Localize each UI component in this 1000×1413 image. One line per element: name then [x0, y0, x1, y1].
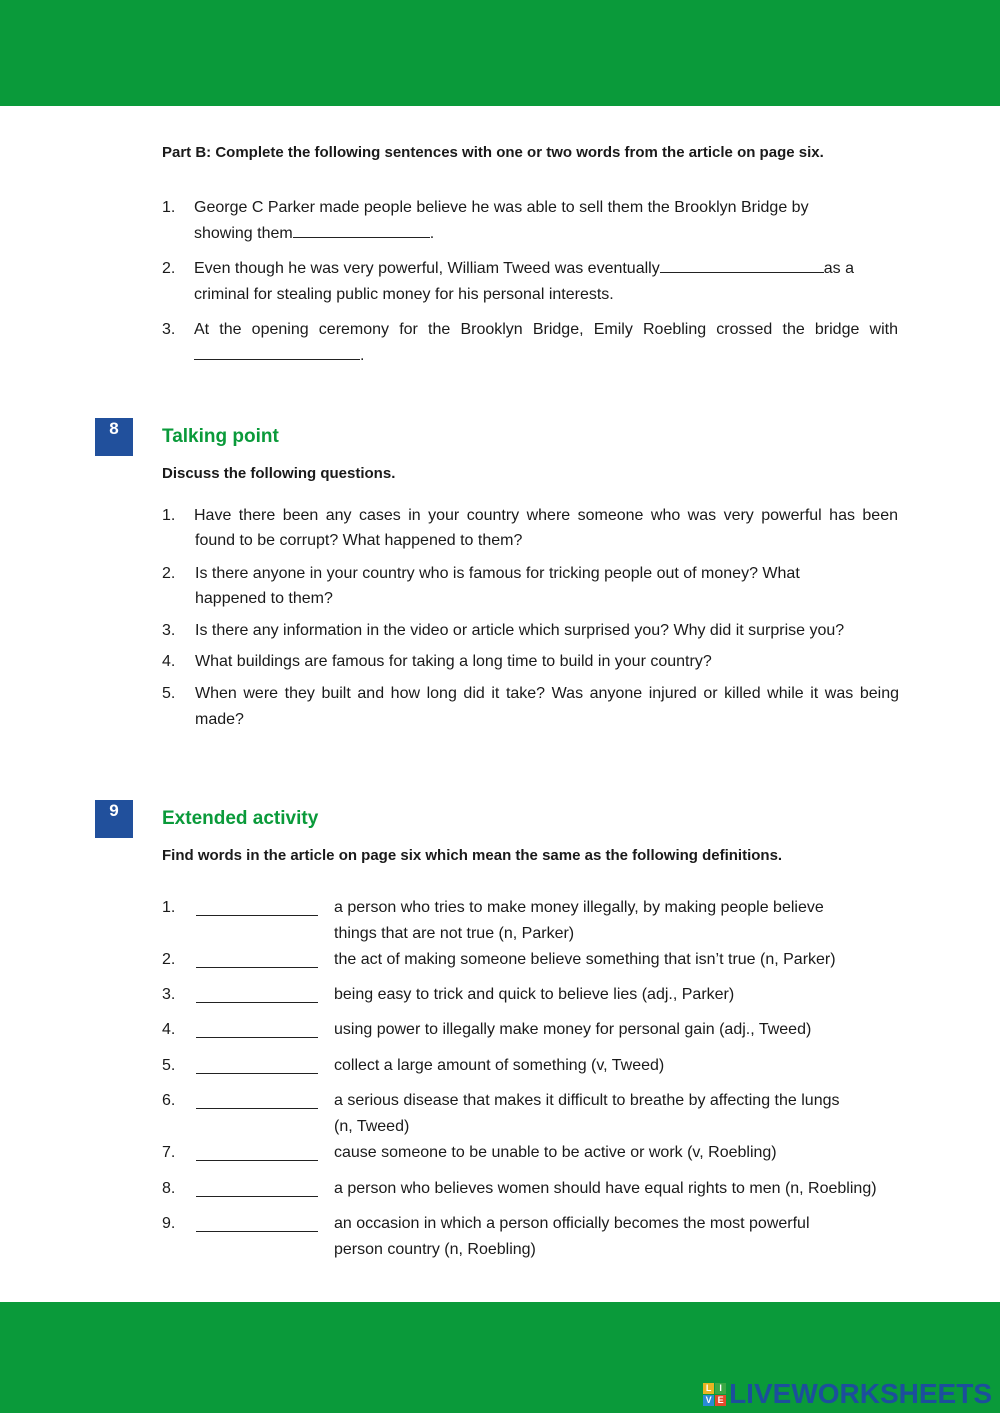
liveworksheets-logo[interactable]: [703, 1378, 992, 1410]
answer-blank[interactable]: [293, 223, 430, 238]
answer-blank[interactable]: [196, 1001, 318, 1003]
answer-blank[interactable]: [196, 1072, 318, 1074]
section-title: Talking point: [162, 426, 279, 447]
answer-blank[interactable]: [196, 1159, 318, 1161]
answer-blank[interactable]: [196, 1107, 318, 1109]
answer-blank[interactable]: [196, 966, 318, 968]
answer-blank[interactable]: [196, 1036, 318, 1038]
section-instruction: Find words in the article on page six which mean the same as the following definitions.: [162, 847, 783, 864]
section-instruction: Discuss the following questions.: [162, 465, 396, 482]
item-line-2: .: [194, 343, 898, 368]
logo-letter: L: [703, 1383, 714, 1394]
item-number: 3.: [162, 321, 176, 338]
item-line-1: Even though he was very powerful, William Tweed was eventually as a: [194, 260, 854, 277]
section-number-badge: 9: [95, 800, 133, 838]
header-band: [0, 0, 1000, 106]
item-number: 2.: [162, 260, 176, 277]
section-title: Extended activity: [162, 808, 319, 829]
answer-blank[interactable]: [196, 914, 318, 916]
logo-letter: E: [715, 1395, 726, 1406]
logo-letter: I: [715, 1383, 726, 1394]
item-line-1: George C Parker made people believe he was able to sell them the Brooklyn Bridge by: [194, 199, 809, 216]
answer-blank[interactable]: [196, 1195, 318, 1197]
item-line-2: showing them .: [194, 225, 435, 242]
section-number-badge: 8: [95, 418, 133, 456]
answer-blank[interactable]: [194, 345, 360, 360]
logo-letter: V: [703, 1395, 714, 1406]
logo-text: LIVEWORKSHEETS: [729, 1378, 992, 1409]
answer-blank[interactable]: [660, 258, 824, 273]
part-b-instruction: Part B: Complete the following sentences with one or two words from the article on page six.: [162, 144, 824, 161]
item-line-2: criminal for stealing public money for his personal interests.: [194, 286, 614, 303]
item-number: 1.: [162, 199, 176, 216]
item-line-1: At the opening ceremony for the Brooklyn Bridge, Emily Roebling crossed the bridge with: [194, 321, 898, 338]
answer-blank[interactable]: [196, 1230, 318, 1232]
logo-icon: [703, 1383, 726, 1406]
